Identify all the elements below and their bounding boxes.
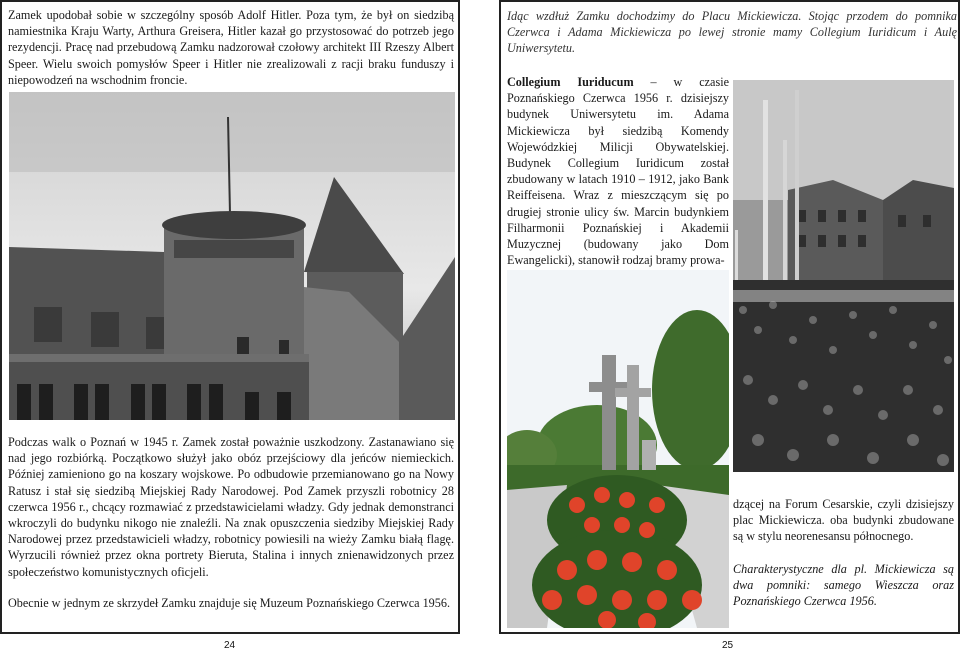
- left-page: [0, 0, 460, 634]
- castle-photo: [9, 92, 455, 420]
- left-closing-paragraph: Obecnie w jednym ze skrzydeł Zamku znajduje się Muzeum Poznańskiego Czerwca 1956.: [8, 596, 450, 610]
- monuments-note-paragraph: Charakterystyczne dla pl. Mickiewicza są dwa pomniki: samego Wieszcza oraz Poznańskiego Czerwca 1956.: [733, 562, 954, 609]
- right-page: [499, 0, 960, 634]
- right-intro-paragraph: Idąc wzdłuż Zamku dochodzimy do Placu Mickiewicza. Stojąc przodem do pomnika Czerwca i Adama Mickiewicza po lewej stronie mamy Collegium Iuridicum i Aulę Uniwersytetu.: [507, 9, 957, 56]
- left-intro-paragraph: Zamek upodobał sobie w szczególny sposób Adolf Hitler. Poza tym, że był on siedzibą namiestnika Kraju Warty, Arthura Greisera, Hitler kazał go przystosować do potrzeb jego rezydencji. Pracę nad przebudową Zamku nadzorował czołowy architekt III Rzeszy Albert Speer. Wielu swoich pomysłów Speer i Hitler nie zrealizowali z racji braku funduszy i niepowodzeń na wschodnim froncie.: [8, 8, 454, 87]
- page-number-left: 24: [224, 640, 236, 651]
- collegium-continued-paragraph: dzącej na Forum Cesarskie, czyli dzisiejszy plac Mickiewicza. oba budynki zbudowane są w stylu neorenesansu północnego.: [733, 497, 954, 544]
- collegium-paragraph: [507, 74, 729, 268]
- left-body-paragraph: Podczas walk o Poznań w 1945 r. Zamek został poważnie uszkodzony. Zastanawiano się nad jego rozbiórką. Początkowo służył jako obóz przejściowy dla jeńców niemieckich. Później zamieniono go na koszary wojskowe. Po odbudowie przemianowano go na Nowy Ratusz i stał się siedzibą Miejskiej Rady Narodowej. Pod Zamek przyszli robotnicy 28 czerwca 1956 r., chcący rozmawiać z przedstawicielami władzy. Gdy jednak demonstranci wkroczyli do budynku nikogo nie znaleźli. Na znak opuszczenia siedziby Miejskiej Rady Narodowej przez przedstawicieli władzy, robotnicy powiesili na wieży Zamku białą flagę. Wyrzucili również przez okna portrety Bieruta, Stalina i innych znienawidzonych przez społeczeństwo komunistycznych oficjeli.: [8, 435, 454, 579]
- monument-photo: [507, 270, 729, 628]
- page-number-right: 25: [722, 640, 734, 651]
- collegium-text: – w czasie Poznańskiego Czerwca 1956 r. dzisiejszy budynek Uniwersytetu im. Adama Mickiewicza był siedzibą Komendy Wojewódzkiej Milicji Obywatelskiej. Budynek Collegium Iuridicum został zbudowany w latach 1910 – 1912, jako Bank Reiffeisena. Wraz z mieszczącym się po drugiej stronie ulicy św. Marcin budynkiem Filharmonii Poznańskiej i Akademii Muzycznej (budowany jako Dom Ewangelicki), stanowił rodzaj bramy prowa-: [507, 75, 729, 268]
- collegium-heading: Collegium Iuriducum: [507, 75, 634, 89]
- crowd-photo: [733, 80, 954, 472]
